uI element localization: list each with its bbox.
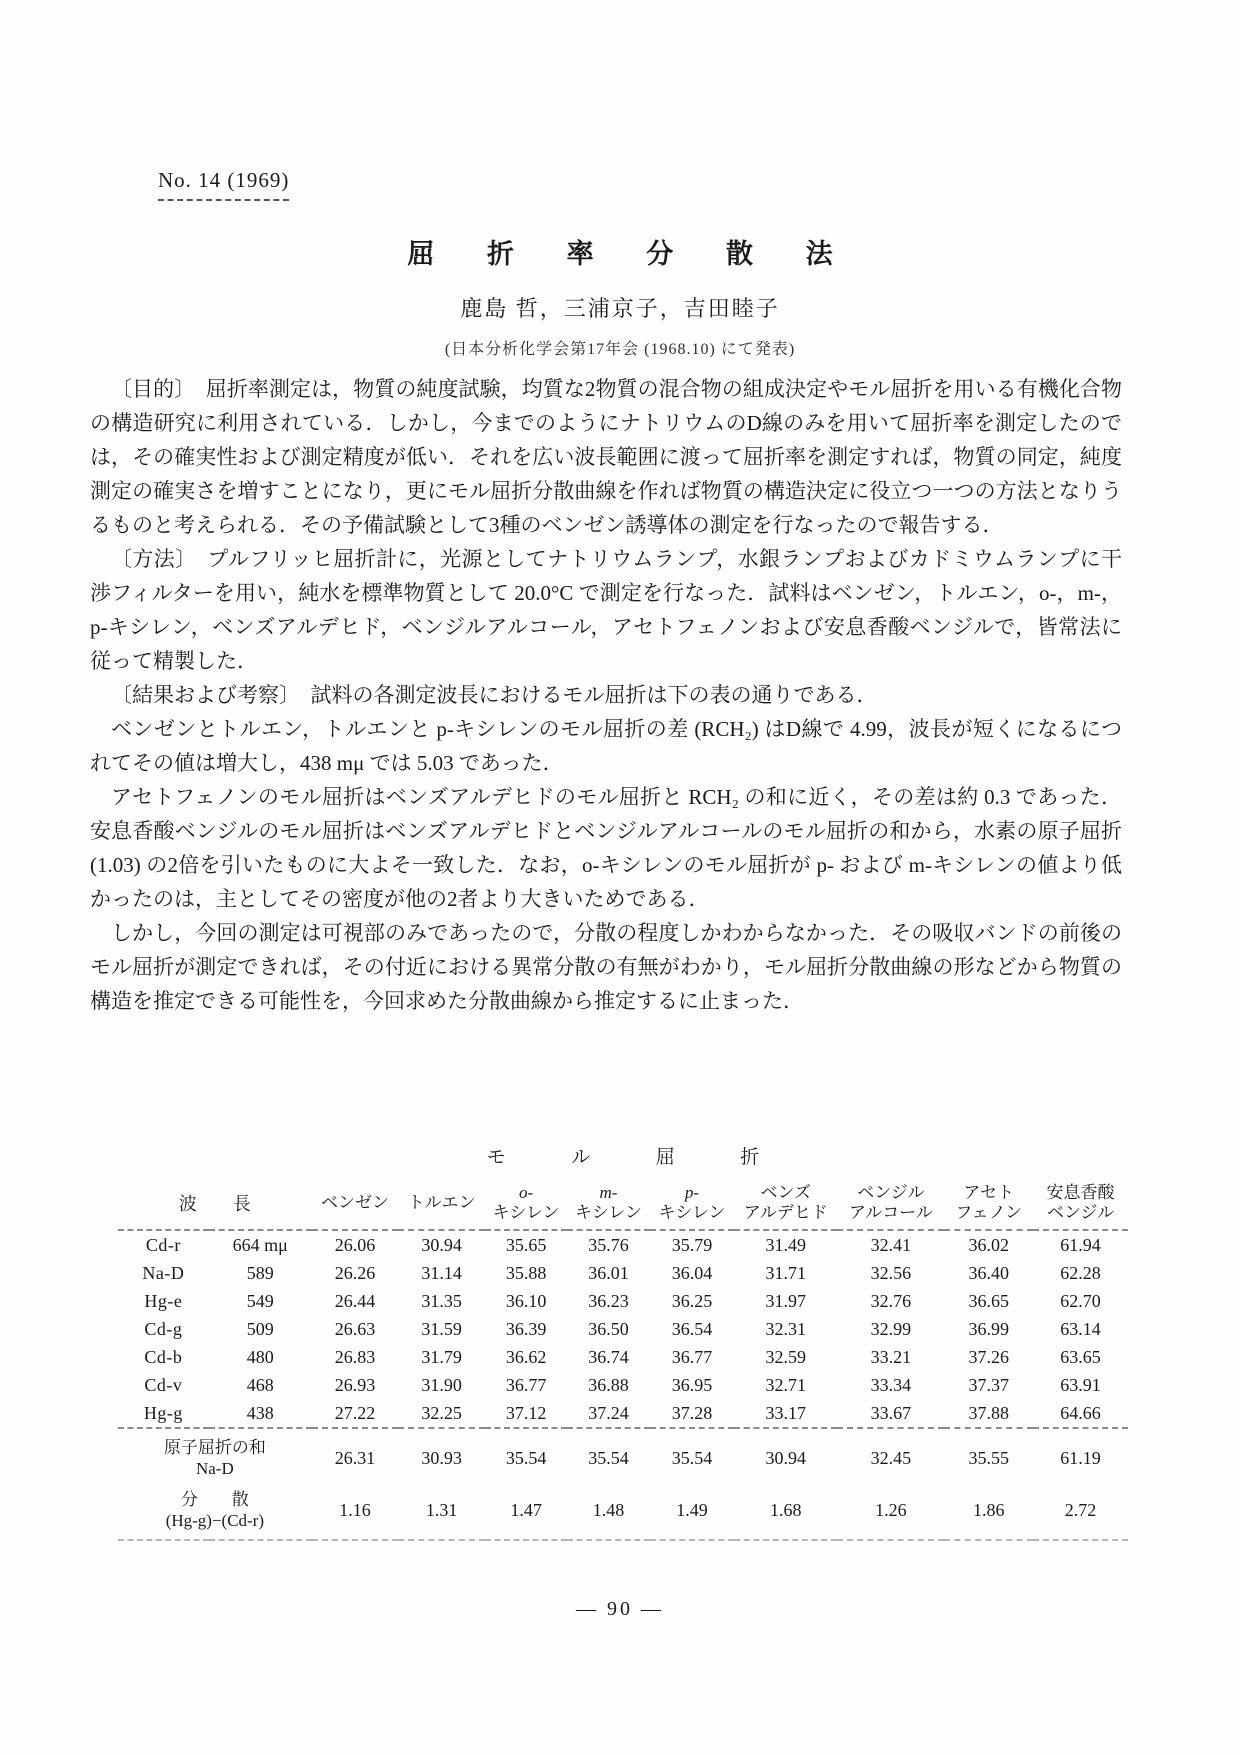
table-title: モ ル 屈 折 [486,1147,790,1168]
table-cell: 35.65 [505,1235,547,1255]
table-cell: 1.26 [837,1483,944,1540]
table-cell: 37.26 [968,1347,1010,1367]
column-header-line2: キシレン [492,1203,560,1222]
paper-title: 屈 折 率 分 散 法 [407,239,856,269]
article-body [90,372,1122,1018]
spectral-line-row [118,1343,1128,1371]
paragraph-discussion: しかし，今回の測定は可視部のみであったので，分散の程度しかわからなかった．その吸収バンドの前後のモル屈折が測定できれば，その付近における異常分散の有無がわかり，モル屈折分散曲線の形などから物質の構造を推定できる可能性を，今回求めた分散曲線から推定するに止まった． [90,921,1122,1013]
table-cell: 26.93 [334,1375,376,1395]
table-cell: 33.21 [870,1347,912,1367]
sum-row-label-line2: Na-D [195,1459,234,1478]
table-cell: 37.28 [671,1403,713,1423]
table-cell: 36.25 [671,1291,713,1311]
table-cell: 37.88 [968,1403,1010,1423]
table-cell: 63.65 [1060,1347,1101,1367]
table-cell: 31.79 [421,1347,462,1367]
table-cell: 35.55 [944,1428,1033,1483]
table-cell: 30.94 [734,1428,837,1483]
wavelength-column-header: 波 長 [118,1183,312,1230]
table-cell: 35.76 [588,1235,629,1255]
wavelength-value: 438 [246,1403,274,1423]
column-header-line1: ベンズ [760,1183,811,1202]
table-cell: 36.95 [671,1375,713,1395]
table-cell: 32.31 [765,1319,806,1339]
table-cell: 63.14 [1060,1319,1101,1339]
table-cell: 63.91 [1060,1375,1101,1395]
compound-column-header [567,1183,649,1230]
paragraph-method: 〔方法〕 プルフリッヒ屈折計に，光源としてナトリウムランプ，水銀ランプおよびカドミウムランプに干渉フィルターを用い，純水を標準物質として 20.0°C で測定を行なった．試料はベンゼン，トルエン，o-，m-，p-キシレン，ベンズアルデヒド，ベンジルアルコール，アセトフェノンおよび安息香酸ベンジルで，皆常法に従って精製した． [90,547,1122,673]
paragraph-results-heading: 〔結果および考察〕 試料の各測定波長におけるモル屈折は下の表の通りである． [111,683,878,707]
sum-row-label-line1: 原子屈折の和 [163,1438,266,1457]
molar-refraction-table [118,1183,1128,1541]
spectral-line-label: Cd-g [144,1319,183,1339]
table-cell: 31.35 [421,1291,462,1311]
table-cell: 1.16 [312,1483,399,1540]
table-cell: 37.24 [588,1403,629,1423]
paragraph-acetophenone: アセトフェノンのモル屈折はベンズアルデヒドのモル屈折と RCH₂ の和に近く，その差は約 0.3 であった．安息香酸ベンジルのモル屈折はベンズアルデヒドとベンジルアルコールのモル屈折の和から，水素の原子屈折 (1.03) の2倍を引いたものに大よそ一致した．なお，o-キシレンのモル屈折が p- および m-キシレンの値より低かったのは，主としてその密度が他の2者より大きいためである． [90,785,1122,911]
table-cell: 36.10 [505,1291,547,1311]
table-cell: 31.59 [421,1319,462,1339]
column-header-line2: アルコール [848,1203,933,1222]
compound-column-header [398,1183,485,1230]
compound-column-header [650,1183,735,1230]
table-cell: 32.59 [765,1347,806,1367]
table-cell: 61.19 [1033,1428,1128,1483]
page-number: — 90 — [576,1598,664,1620]
column-header-line1: トルエン [407,1193,476,1212]
table-cell: 37.37 [968,1375,1010,1395]
table-cell: 31.14 [421,1263,462,1283]
wavelength-value: 509 [246,1319,274,1339]
dispersion-row-label-line2: (Hg-g)−(Cd-r) [165,1511,265,1530]
column-header-line1: 安息香酸 [1046,1183,1115,1202]
wavelength-value: 480 [246,1347,274,1367]
table-cell: 36.99 [968,1319,1010,1339]
spectral-line-label: Hg-e [144,1291,183,1311]
table-cell: 33.67 [870,1403,912,1423]
table-cell: 33.17 [765,1403,806,1423]
presentation-note: (日本分析化学会第17年会 (1968.10) にて発表) [444,341,796,358]
table-cell: 32.25 [421,1403,462,1423]
table-cell: 36.77 [505,1375,547,1395]
table-cell: 26.31 [312,1428,399,1483]
spectral-line-label: Cd-r [145,1235,181,1255]
table-cell: 37.12 [505,1403,547,1423]
table-cell: 1.47 [485,1483,567,1540]
table-cell: 1.31 [398,1483,485,1540]
table-cell: 35.88 [505,1263,547,1283]
column-header-line2: キシレン [575,1203,642,1222]
table-cell: 2.72 [1033,1483,1128,1540]
table-cell: 31.49 [765,1235,806,1255]
table-cell: 35.54 [650,1428,735,1483]
wavelength-value: 664 mμ [232,1235,288,1255]
table-cell: 35.54 [485,1428,567,1483]
sum-row-label [118,1428,312,1483]
dispersion-row [118,1483,1128,1540]
spectral-line-row [118,1259,1128,1287]
table-cell: 36.62 [505,1347,547,1367]
compound-column-header [312,1183,399,1230]
atomic-refraction-sum-row [118,1428,1128,1483]
column-header-line2: キシレン [658,1203,726,1222]
spectral-line-label: Hg-g [143,1403,183,1423]
table-cell: 36.02 [968,1235,1010,1255]
table-cell: 62.70 [1060,1291,1101,1311]
table-cell: 35.54 [567,1428,649,1483]
spectral-line-row [118,1230,1128,1259]
table-cell: 62.28 [1060,1263,1101,1283]
compound-column-header [734,1183,837,1230]
wavelength-value: 549 [246,1291,274,1311]
table-cell: 32.71 [765,1375,806,1395]
spectral-line-row [118,1315,1128,1343]
spectral-line-label: Cd-b [144,1347,183,1367]
table-cell: 32.56 [870,1263,912,1283]
wavelength-value: 589 [246,1263,274,1283]
compound-column-header [485,1183,567,1230]
table-cell: 33.34 [870,1375,912,1395]
compound-column-header [1033,1183,1128,1230]
table-cell: 31.71 [765,1263,806,1283]
spectral-line-label: Na-D [142,1263,185,1283]
column-header-line2: ベンジル [1046,1203,1115,1222]
table-cell: 1.49 [650,1483,735,1540]
table-cell: 36.50 [588,1319,629,1339]
table-header-row [118,1183,1128,1230]
table-cell: 32.41 [870,1235,912,1255]
compound-column-header [837,1183,944,1230]
table-cell: 1.48 [567,1483,649,1540]
table-cell: 26.63 [334,1319,376,1339]
table-cell: 36.74 [588,1347,629,1367]
spectral-line-row [118,1287,1128,1315]
spectral-line-row [118,1371,1128,1399]
paragraph-rch2-difference: ベンゼンとトルエン，トルエンと p-キシレンのモル屈折の差 (RCH₂) はD線で 4.99，波長が短くになるにつれてその値は増大し，438 mμ では 5.03 であった． [90,717,1122,775]
table-cell: 26.06 [334,1235,376,1255]
column-header-line2: フェノン [955,1203,1023,1222]
table-cell: 31.97 [765,1291,806,1311]
table-cell: 36.54 [671,1319,713,1339]
dispersion-row-label [118,1483,312,1540]
paragraph-objective: 〔目的〕 屈折率測定は，物質の純度試験，均質な2物質の混合物の組成決定やモル屈折を用いる有機化合物の構造研究に利用されている．しかし，今までのようにナトリウムのD線のみを用いて屈折率を測定したのでは，その確実性および測定精度が低い．それを広い波長範囲に渡って屈折率を測定すれば，物質の同定，純度測定の確実さを増すことになり，更にモル屈折分散曲線を作れば物質の構造決定に役立つ一つの方法となりうるものと考えられる．その予備試験として3種のベンゼン誘導体の測定を行なったので報告する． [90,377,1122,537]
column-header-line1: ベンゼン [321,1193,390,1212]
dispersion-row-label-line1: 分 散 [180,1490,249,1509]
table-cell: 36.04 [671,1263,713,1283]
table-cell: 36.40 [968,1263,1010,1283]
table-cell: 36.65 [968,1291,1010,1311]
table-cell: 1.68 [734,1483,837,1540]
table-cell: 61.94 [1060,1235,1101,1255]
table-cell: 31.90 [421,1375,462,1395]
table-cell: 36.77 [671,1347,713,1367]
column-header-line1: ベンジル [857,1183,925,1202]
column-header-line1: アセト [963,1183,1015,1202]
column-header-line2: アルデヒド [743,1203,828,1222]
compound-column-header [944,1183,1033,1230]
table-cell: 32.99 [870,1319,912,1339]
table-cell: 1.86 [944,1483,1033,1540]
molar-refraction-table-block [118,1142,1128,1541]
spectral-line-label: Cd-v [144,1375,183,1395]
table-cell: 64.66 [1060,1403,1101,1423]
table-cell: 32.45 [837,1428,944,1483]
table-cell: 35.79 [671,1235,713,1255]
author-names: 鹿島 哲，三浦京子，吉田睦子 [460,296,780,321]
table-cell: 32.76 [870,1291,912,1311]
table-cell: 36.39 [505,1319,547,1339]
wavelength-value: 468 [246,1375,274,1395]
table-cell: 26.83 [334,1347,376,1367]
table-cell: 27.22 [334,1403,376,1423]
spectral-line-row [118,1399,1128,1428]
table-cell: 26.26 [334,1263,376,1283]
table-cell: 26.44 [334,1291,376,1311]
table-cell: 36.88 [588,1375,629,1395]
table-cell: 30.93 [398,1428,485,1483]
journal-issue-number: No. 14 (1969) [158,168,289,201]
column-header-line1: o- [518,1183,534,1202]
table-cell: 36.01 [588,1263,629,1283]
column-header-line1: p- [684,1183,700,1202]
table-cell: 36.23 [588,1291,629,1311]
column-header-line1: m- [599,1183,618,1202]
table-cell: 30.94 [421,1235,462,1255]
